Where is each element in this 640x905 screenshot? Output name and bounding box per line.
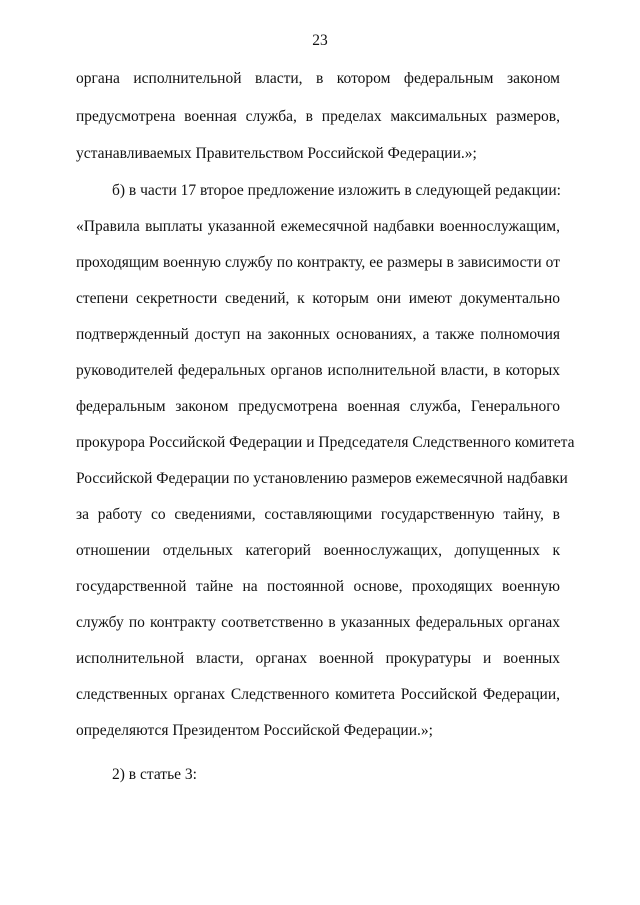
page-number: 23 xyxy=(312,32,328,49)
text-line: федеральным законом предусмотрена военная служба, Генерального xyxy=(76,398,560,415)
text-line: «Правила выплаты указанной ежемесячной надбавки военнослужащим, xyxy=(76,218,560,235)
text-line: Российской Федерации по установлению размеров ежемесячной надбавки xyxy=(76,470,568,487)
text-line: б) в части 17 второе предложение изложить в следующей редакции: xyxy=(112,182,561,199)
text-line: прокурора Российской Федерации и Председателя Следственного комитета xyxy=(76,434,575,451)
text-line: руководителей федеральных органов исполнительной власти, в которых xyxy=(76,362,560,379)
text-line: предусмотрена военная служба, в пределах максимальных размеров, xyxy=(76,108,560,125)
text-line: службу по контракту соответственно в указанных федеральных органах xyxy=(76,614,560,631)
text-line: подтвержденный доступ на законных основаниях, а также полномочия xyxy=(76,326,560,343)
text-line: отношении отдельных категорий военнослужащих, допущенных к xyxy=(76,542,560,559)
text-line: государственной тайне на постоянной основе, проходящих военную xyxy=(76,578,560,595)
text-line: определяются Президентом Российской Федерации.»; xyxy=(76,722,433,739)
text-line: органа исполнительной власти, в котором федеральным законом xyxy=(76,70,560,87)
text-line: исполнительной власти, органах военной прокуратуры и военных xyxy=(76,650,560,667)
text-line: 2) в статье 3: xyxy=(112,766,197,783)
text-line: за работу со сведениями, составляющими государственную тайну, в xyxy=(76,506,560,523)
text-line: следственных органах Следственного комитета Российской Федерации, xyxy=(76,686,560,703)
text-line: степени секретности сведений, к которым они имеют документально xyxy=(76,290,560,307)
text-line: проходящим военную службу по контракту, ее размеры в зависимости от xyxy=(76,254,560,271)
text-line: устанавливаемых Правительством Российской Федерации.»; xyxy=(76,145,477,162)
